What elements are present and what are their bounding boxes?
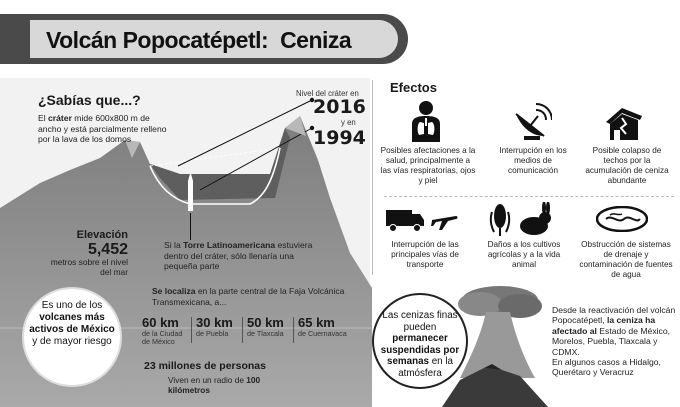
torre-pre: Si la bbox=[164, 240, 184, 250]
effect-text: Posibles afectaciones a la salud, principalmente a las vías respiratorias, ojos y piel bbox=[380, 146, 476, 185]
drain-icon bbox=[596, 206, 648, 232]
active-bold: volcanes más activos de México bbox=[29, 312, 115, 335]
torre-rest: estuviera dentro del cráter, sólo llenaría una pequeña parte bbox=[164, 240, 313, 271]
ash-text-rest: Estado de México, Morelos, Puebla, Tlaxcala y CDMX. bbox=[552, 325, 670, 357]
effects-heading: Efectos bbox=[390, 80, 437, 95]
torre-fact bbox=[164, 240, 314, 272]
crater-fact-bold: cráter bbox=[48, 113, 72, 123]
population-headline: 23 millones de personas bbox=[144, 360, 266, 372]
corn-rabbit-icon bbox=[488, 202, 554, 236]
distance-cdmx bbox=[142, 315, 190, 346]
distance-km: 65 km bbox=[298, 315, 335, 330]
year-2016: 2016 bbox=[313, 96, 366, 118]
active-pre: Es uno de los bbox=[41, 300, 103, 311]
ash-circle-bold: permanecer suspendidas por semanas bbox=[380, 333, 460, 367]
distance-divider bbox=[293, 317, 294, 343]
population-radius-bold: 100 kilómetros bbox=[168, 375, 261, 395]
effect-text: Interrupción en los medios de comunicación bbox=[499, 146, 567, 175]
distance-divider bbox=[191, 317, 192, 343]
crater-fact bbox=[38, 113, 168, 145]
distance-place: de Puebla bbox=[196, 329, 229, 338]
distance-place: de Tlaxcala bbox=[247, 329, 284, 338]
distance-tlaxcala bbox=[247, 315, 284, 338]
ash-circle-pre: Las cenizas finas pueden bbox=[382, 310, 458, 333]
effects-row-divider bbox=[384, 196, 674, 197]
torre-bold: Torre Latinoamericana bbox=[183, 240, 276, 250]
effect-text: Daños a los cultivos agrícolas y a la vida animal bbox=[487, 240, 561, 269]
distance-km: 50 km bbox=[247, 315, 284, 330]
distance-place: de Cuernavaca bbox=[298, 329, 347, 338]
distance-divider bbox=[242, 317, 243, 343]
ash-text-pre: Desde la reactivación del volcán Popocatépetl, bbox=[552, 305, 676, 326]
population-radius-pre: Viven en un radio de bbox=[168, 375, 247, 385]
elevation-label: Elevación bbox=[76, 229, 128, 241]
distance-km: 30 km bbox=[196, 315, 233, 330]
page-title bbox=[46, 27, 351, 54]
ash-circle-rest: en la atmósfera bbox=[398, 356, 453, 379]
did-you-know-heading: ¿Sabías que...? bbox=[38, 92, 141, 108]
year-connector: y en bbox=[341, 118, 356, 127]
ash-affected-text bbox=[552, 305, 677, 378]
population-radius bbox=[168, 375, 298, 395]
location-rest: en la parte central de la Faja Volcánica Transmexicana, a... bbox=[152, 286, 345, 307]
elevation-value: 5,452 bbox=[87, 241, 128, 258]
title-topic: Ceniza bbox=[280, 27, 352, 53]
location-text bbox=[152, 286, 362, 307]
location-pre: Se localiza bbox=[152, 286, 196, 296]
effect-text: Interrupción de las principales vías de transporte bbox=[391, 240, 459, 269]
distance-km: 60 km bbox=[142, 315, 179, 330]
distance-puebla bbox=[196, 315, 233, 338]
person-lungs-icon bbox=[408, 100, 444, 142]
title-volcano: Volcán Popocatépetl: bbox=[46, 27, 269, 53]
satellite-dish-icon bbox=[512, 102, 552, 142]
ash-text-extra: En algunos casos a Hidalgo, Querétaro y Veracruz bbox=[552, 357, 661, 378]
active-volcano-text bbox=[26, 300, 118, 348]
elevation-unit: metros sobre el nivel del mar bbox=[50, 257, 128, 277]
ash-text-bold: la ceniza ha afectado al bbox=[552, 315, 656, 336]
distance-cuernavaca bbox=[298, 315, 347, 338]
crater-level-label: Nivel del cráter en bbox=[296, 89, 359, 98]
house-collapse-icon bbox=[604, 104, 644, 140]
active-rest: y de mayor riesgo bbox=[32, 336, 112, 347]
ash-suspension-text bbox=[378, 310, 462, 379]
crater-fact-rest: mide 600x800 m de ancho y está parcialmente relleno por la lava de los domos bbox=[38, 113, 167, 144]
crater-fact-pre: El bbox=[38, 113, 49, 123]
truck-plane-icon bbox=[386, 206, 458, 234]
effect-text: Posible colapso de techos por la acumulación de ceniza abundante bbox=[585, 146, 669, 185]
distance-place: de la Ciudad de México bbox=[142, 329, 183, 346]
effect-text: Obstrucción de sistemas de drenaje y contaminación de fuentes de agua bbox=[579, 240, 673, 279]
section-divider bbox=[372, 80, 373, 275]
year-1994: 1994 bbox=[313, 127, 366, 149]
